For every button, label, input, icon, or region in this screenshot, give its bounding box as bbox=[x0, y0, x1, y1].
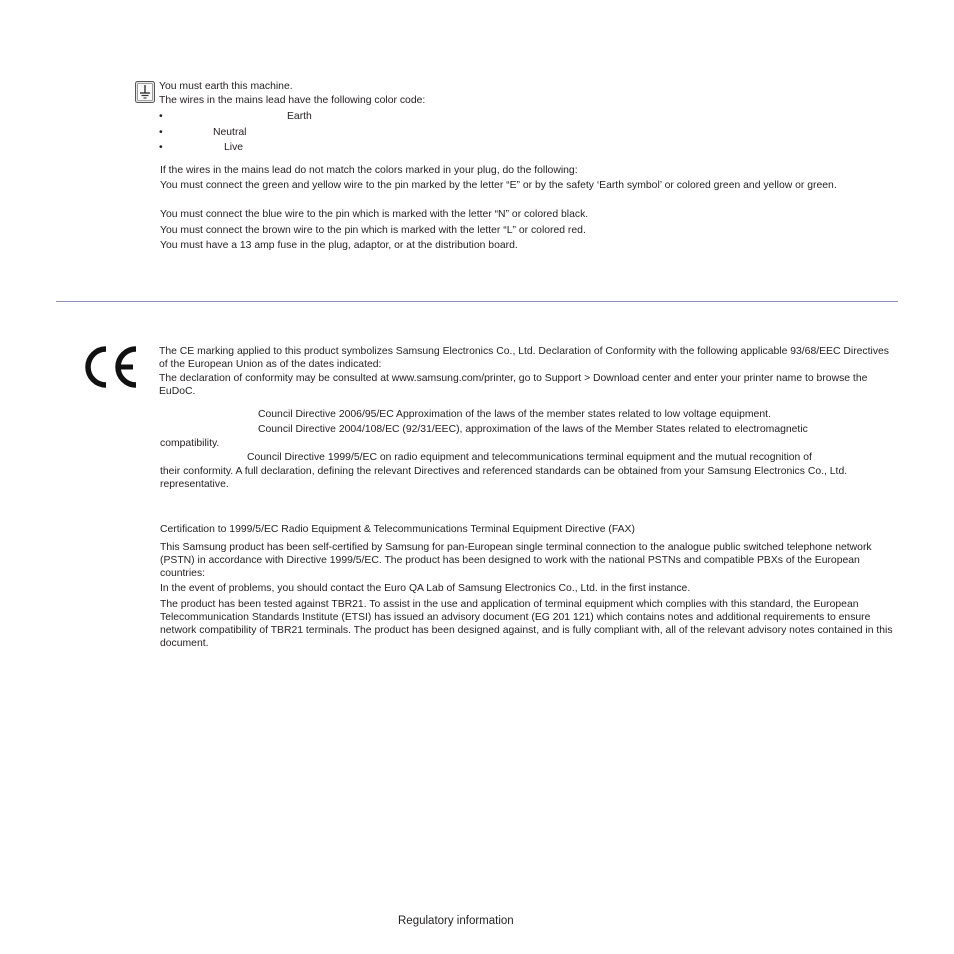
fuse-instruction: You must have a 13 amp fuse in the plug, adaptor, or at the distribution board. bbox=[160, 240, 518, 251]
green-yellow-wire-instruction: You must connect the green and yellow wire to the pin marked by the letter “E” or by the safety ‘Earth symbol’ or colored green and yellow or green. bbox=[160, 180, 837, 191]
bullet: • bbox=[159, 111, 163, 122]
rtte-directive: Council Directive 1999/5/EC on radio equipment and telecommunications terminal equipment and the mutual recognition of bbox=[247, 452, 812, 463]
emc-directive: Council Directive 2004/108/EC (92/31/EEC), approximation of the laws of the Member States related to electromagnetic bbox=[258, 424, 808, 435]
wire-color-earth: Earth bbox=[287, 111, 312, 122]
low-voltage-directive: Council Directive 2006/95/EC Approximation of the laws of the member states related to low voltage equipment. bbox=[258, 409, 771, 420]
blue-wire-instruction: You must connect the blue wire to the pin which is marked with the letter “N” or colored black. bbox=[160, 209, 589, 220]
earth-warning-icon bbox=[135, 81, 155, 103]
wire-color-intro: The wires in the mains lead have the following color code: bbox=[159, 95, 426, 106]
ce-marking-intro: The CE marking applied to this product symbolizes Samsung Electronics Co., Ltd. Declaration of Conformity with the following applicable 93/68/EEC Directives of the European Union as of the dates indicated: bbox=[159, 346, 889, 370]
tbr21-paragraph: The product has been tested against TBR21. To assist in the use and application of terminal equipment which complies with this standard, the European Telecommunication Standards Institute (ETSI) has issued an advisory document (EG 201 121) which contains notes and additional requirements to ensure network compatibility of TBR21 terminals. The product has been designed against, and is fully compliant with, all of the relevant advisory notes contained in this document. bbox=[160, 599, 893, 649]
section-divider bbox=[56, 301, 898, 302]
declaration-of-conformity: The declaration of conformity may be consulted at www.samsung.com/printer, go to Support > Download center and enter your printer name to browse the EuDoC. bbox=[159, 373, 868, 397]
brown-wire-instruction: You must connect the brown wire to the pin which is marked with the letter “L” or colored red. bbox=[160, 225, 586, 236]
wire-color-live: Live bbox=[224, 142, 244, 153]
bullet: • bbox=[159, 127, 163, 138]
contact-paragraph: In the event of problems, you should contact the Euro QA Lab of Samsung Electronics Co., Ltd. in the first instance. bbox=[160, 583, 691, 594]
emc-directive-continued: compatibility. bbox=[160, 438, 220, 449]
earth-instruction: You must earth this machine. bbox=[159, 81, 293, 92]
certification-heading: Certification to 1999/5/EC Radio Equipment & Telecommunications Terminal Equipment Directive (FAX) bbox=[160, 524, 635, 535]
wire-color-neutral: Neutral bbox=[213, 127, 247, 138]
mismatch-instruction: If the wires in the mains lead do not match the colors marked in your plug, do the following: bbox=[160, 165, 578, 176]
ce-mark-logo bbox=[80, 344, 140, 390]
footer-title: Regulatory information bbox=[398, 915, 514, 927]
certification-paragraph: This Samsung product has been self-certified by Samsung for pan-European single terminal connection to the analogue public switched telephone network (PSTN) in accordance with Directive 1999/5/EC. The product has been designed to work with the national PSTNs and compatible PBXs of the European countries: bbox=[160, 542, 872, 579]
rtte-directive-continued: their conformity. A full declaration, defining the relevant Directives and referenced standards can be obtained from your Samsung Electronics Co., Ltd. representative. bbox=[160, 466, 848, 490]
bullet: • bbox=[159, 142, 163, 153]
